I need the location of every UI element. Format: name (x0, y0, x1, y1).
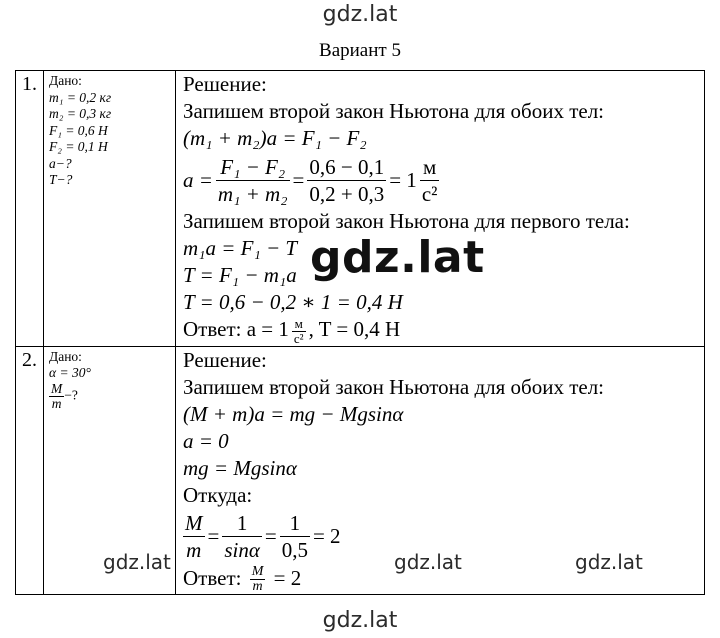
given-question: −? (64, 387, 78, 403)
task-number: 2. (16, 346, 44, 595)
unit-denominator: с² (421, 181, 438, 206)
fraction-denominator: m (186, 538, 202, 563)
equation: m₁a = F₁ − T (183, 236, 298, 260)
answer-suffix: = 2 (273, 565, 302, 590)
unit-numerator: м (420, 154, 440, 181)
fraction-mass-ratio (183, 510, 205, 563)
task-number: 1. (16, 71, 44, 347)
fraction-denominator: 0,5 (281, 538, 308, 563)
given-item: F₂ = 0,1 Н (49, 139, 108, 154)
fraction-numerator: M (251, 564, 264, 580)
fraction-numerator: 1 (222, 510, 262, 537)
result-value: = 2 (312, 524, 341, 549)
answer-unit-fraction (292, 317, 306, 346)
fraction-denominator: m (252, 579, 263, 595)
result-value: = 1 (389, 167, 417, 192)
fraction-numerator: 0,6 − 0,1 (309, 154, 385, 179)
equation: T = 0,6 − 0,2 ∗ 1 = 0,4 Н (183, 290, 403, 314)
answer-suffix: , T = 0,4 Н (308, 317, 401, 341)
answer (183, 316, 704, 346)
fraction-denominator: 0,2 + 0,3 (309, 181, 385, 206)
equation-lhs: a = (183, 167, 213, 192)
unit-denominator: с² (293, 330, 304, 346)
task-row-1 (16, 71, 705, 347)
watermark-right: gdz.lat (575, 550, 643, 574)
fraction-denominator: m₁ + m₂ (217, 181, 288, 206)
fraction-denominator: m (51, 395, 62, 411)
solution-text: Запишем второй закон Ньютона для обоих тел: (183, 99, 605, 123)
given-item: m₁ = 0,2 кг (49, 89, 112, 105)
given-item: T−? (49, 172, 73, 187)
unit-numerator: м (292, 317, 306, 332)
watermark-left: gdz.lat (103, 550, 171, 574)
fraction-numerator: F₁ − F₂ (216, 154, 290, 181)
solution-text: Запишем второй закон Ньютона для первого тела: (183, 209, 630, 233)
given-label: Дано: (49, 73, 82, 88)
given-item (49, 382, 175, 411)
equals-sign: = (207, 524, 220, 549)
solution-label: Решение: (183, 347, 267, 372)
given-label: Дано: (49, 348, 82, 364)
equation: T = F₁ − m₁a (183, 263, 297, 287)
equation (183, 125, 704, 152)
solution-cell (176, 71, 705, 347)
watermark-top: gdz.lat (322, 2, 398, 27)
variant-title: Вариант 5 (319, 40, 401, 61)
fraction-numeric (307, 154, 386, 207)
answer-fraction (250, 565, 266, 594)
given-item: α = 30° (49, 365, 91, 381)
given-fraction (49, 382, 64, 411)
equals-sign: = (292, 167, 305, 192)
solution-label: Решение: (183, 72, 267, 96)
equals-sign: = (264, 524, 277, 549)
equation: a = 0 (183, 428, 229, 453)
equation-text: (m₁ + m₂)a = F₁ − F₂ (183, 126, 367, 150)
answer-prefix: Ответ: a = 1 (183, 317, 289, 341)
given-cell (44, 71, 176, 347)
given-item: m₂ = 0,3 кг (49, 106, 112, 121)
unit-fraction (420, 154, 440, 207)
fraction-numeric (280, 510, 310, 563)
tasks-table (15, 70, 705, 595)
watermark-bottom: gdz.lat (322, 608, 398, 633)
equation: mg = Mgsinα (183, 455, 297, 480)
given-item: F₁ = 0,6 Н (49, 122, 108, 138)
given-item: a−? (49, 155, 72, 171)
fraction-inverse-sin (222, 510, 262, 563)
answer-prefix: Ответ: (183, 565, 242, 590)
fraction-denominator: sinα (224, 538, 260, 563)
solution-text: Запишем второй закон Ньютона для обоих тел: (183, 374, 605, 399)
watermark-center: gdz.lat (310, 232, 485, 283)
solution-text: Откуда: (183, 482, 253, 507)
equation: (M + m)a = mg − Mgsinα (183, 401, 404, 426)
equation-acceleration (183, 152, 704, 208)
fraction-numerator: 1 (280, 510, 310, 537)
fraction-numerator: M (51, 380, 63, 396)
fraction-numerator: M (185, 511, 203, 536)
watermark-middle: gdz.lat (394, 550, 462, 574)
fraction-forces-over-masses (216, 154, 290, 207)
